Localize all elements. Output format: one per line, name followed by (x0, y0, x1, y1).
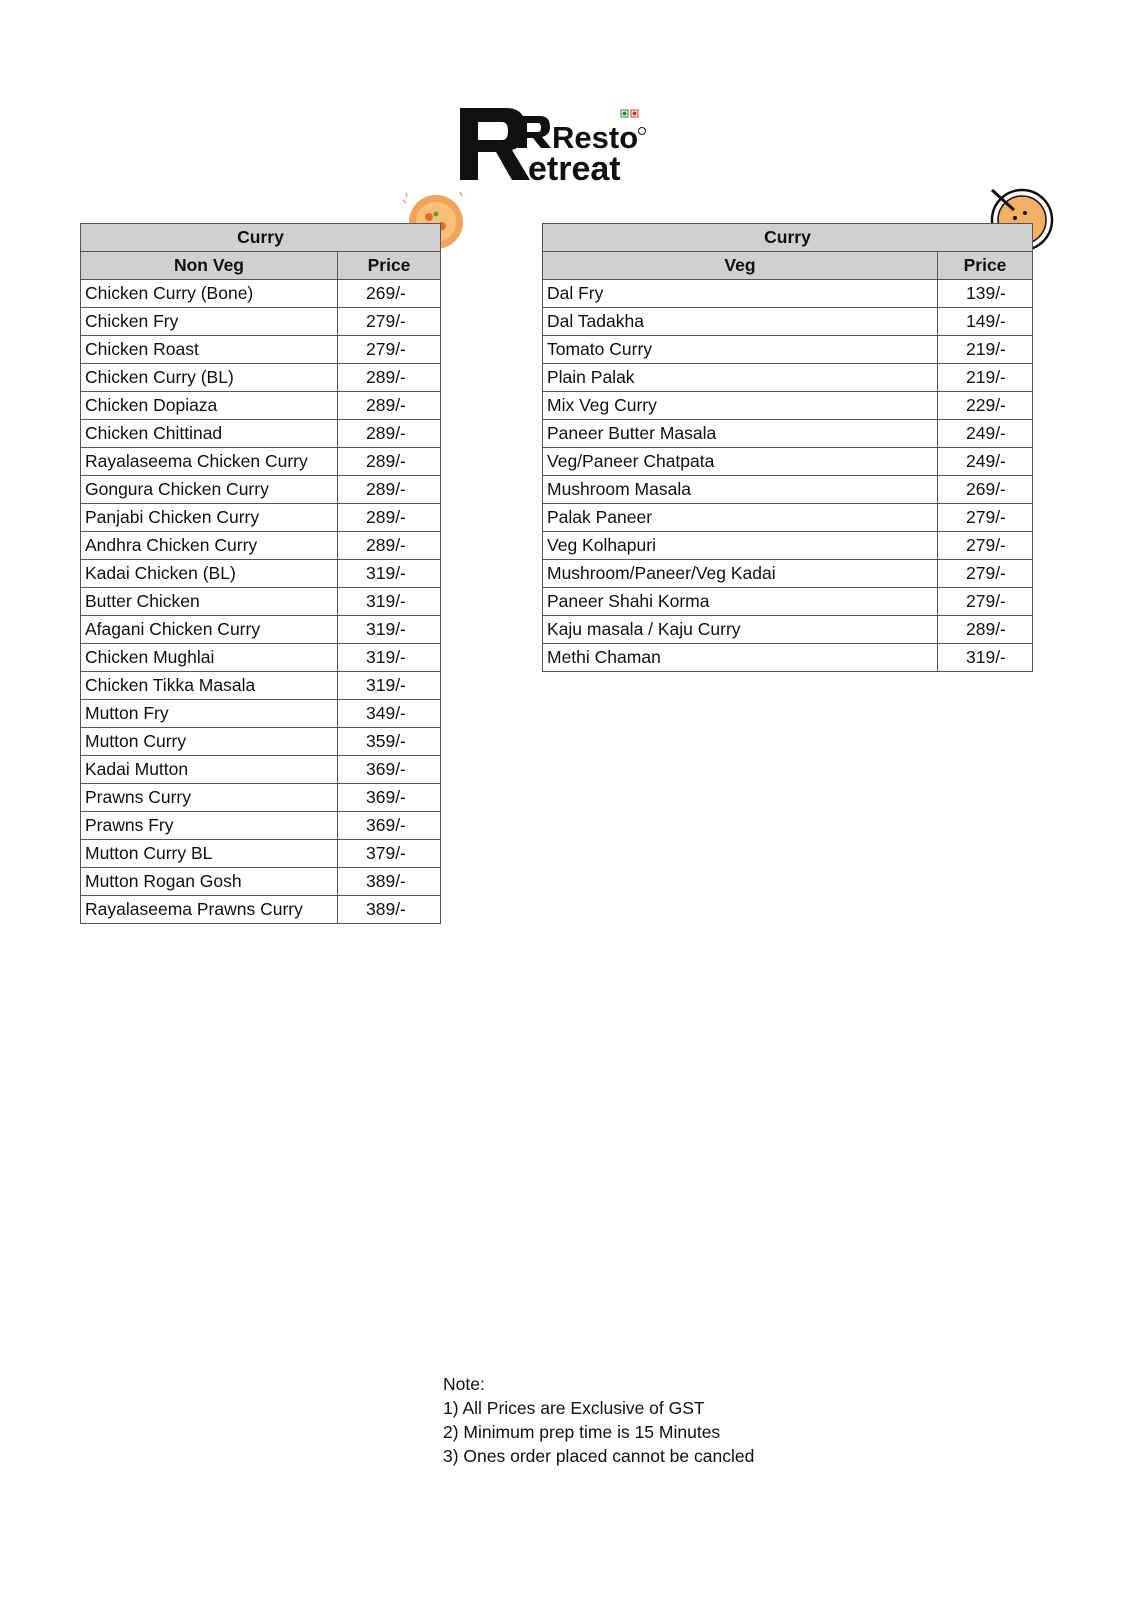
menu-row (543, 476, 1033, 504)
menu-row (81, 756, 441, 784)
menu-row (81, 812, 441, 840)
menu-row (81, 672, 441, 700)
dish-price: 379/- (338, 840, 441, 868)
menu-row (81, 616, 441, 644)
dish-name: Veg/Paneer Chatpata (543, 448, 938, 476)
note-line: 2) Minimum prep time is 15 Minutes (443, 1422, 721, 1442)
dish-name: Paneer Shahi Korma (543, 588, 938, 616)
menu-row (81, 532, 441, 560)
menu-row (543, 588, 1033, 616)
menu-row (543, 616, 1033, 644)
menu-row (81, 308, 441, 336)
notes-block (443, 1372, 754, 1468)
dish-name: Plain Palak (543, 364, 938, 392)
dish-price: 289/- (338, 448, 441, 476)
dish-name: Andhra Chicken Curry (81, 532, 338, 560)
dish-name: Prawns Fry (81, 812, 338, 840)
veg-section-title: Curry (543, 224, 1033, 252)
dish-price: 149/- (938, 308, 1033, 336)
veg-curry-table (542, 223, 1033, 672)
menu-row (543, 280, 1033, 308)
menu-row (81, 700, 441, 728)
dish-price: 289/- (338, 476, 441, 504)
menu-row (543, 448, 1033, 476)
dish-name: Gongura Chicken Curry (81, 476, 338, 504)
dish-name: Mushroom Masala (543, 476, 938, 504)
dish-price: 319/- (338, 644, 441, 672)
dish-price: 279/- (338, 336, 441, 364)
nonveg-section-title: Curry (81, 224, 441, 252)
dish-price: 289/- (338, 532, 441, 560)
dish-name: Tomato Curry (543, 336, 938, 364)
dish-price: 289/- (938, 616, 1033, 644)
menu-row (543, 336, 1033, 364)
menu-row (543, 532, 1033, 560)
dish-name: Afagani Chicken Curry (81, 616, 338, 644)
menu-row (81, 896, 441, 924)
menu-row (81, 728, 441, 756)
dish-name: Dal Tadakha (543, 308, 938, 336)
note-line: 3) Ones order placed cannot be cancled (443, 1446, 755, 1466)
dish-name: Mix Veg Curry (543, 392, 938, 420)
dish-name: Chicken Dopiaza (81, 392, 338, 420)
dish-name: Chicken Curry (BL) (81, 364, 338, 392)
dish-price: 229/- (938, 392, 1033, 420)
menu-row (543, 560, 1033, 588)
dish-name: Veg Kolhapuri (543, 532, 938, 560)
dish-price: 269/- (938, 476, 1033, 504)
dish-price: 279/- (938, 532, 1033, 560)
dish-price: 319/- (338, 560, 441, 588)
dish-name: Kaju masala / Kaju Curry (543, 616, 938, 644)
menu-row (81, 504, 441, 532)
dish-name: Kadai Chicken (BL) (81, 560, 338, 588)
menu-row (81, 644, 441, 672)
menu-row (81, 784, 441, 812)
menu-row (81, 392, 441, 420)
dish-name: Chicken Curry (Bone) (81, 280, 338, 308)
dish-price: 289/- (338, 364, 441, 392)
menu-row (81, 336, 441, 364)
dish-name: Kadai Mutton (81, 756, 338, 784)
dish-price: 289/- (338, 420, 441, 448)
dish-name: Rayalaseema Chicken Curry (81, 448, 338, 476)
dish-price: 369/- (338, 812, 441, 840)
dish-price: 369/- (338, 756, 441, 784)
dish-price: 219/- (938, 336, 1033, 364)
veg-item-header: Veg (543, 252, 938, 280)
dish-price: 289/- (338, 392, 441, 420)
menu-row (81, 364, 441, 392)
nonveg-item-header: Non Veg (81, 252, 338, 280)
dish-name: Chicken Chittinad (81, 420, 338, 448)
veg-price-header: Price (938, 252, 1033, 280)
dish-price: 249/- (938, 448, 1033, 476)
dish-price: 289/- (338, 504, 441, 532)
brand-logo (456, 104, 656, 184)
dish-name: Mushroom/Paneer/Veg Kadai (543, 560, 938, 588)
dish-price: 319/- (338, 588, 441, 616)
menu-row (81, 280, 441, 308)
dish-price: 319/- (938, 644, 1033, 672)
dish-price: 279/- (938, 504, 1033, 532)
dish-price: 279/- (338, 308, 441, 336)
menu-row (81, 560, 441, 588)
dish-name: Methi Chaman (543, 644, 938, 672)
brand-line1: Resto (552, 120, 639, 155)
dish-name: Panjabi Chicken Curry (81, 504, 338, 532)
menu-row (543, 392, 1033, 420)
menu-row (543, 364, 1033, 392)
dish-name: Mutton Curry BL (81, 840, 338, 868)
menu-row (81, 588, 441, 616)
dish-price: 279/- (938, 588, 1033, 616)
dish-name: Palak Paneer (543, 504, 938, 532)
dish-name: Rayalaseema Prawns Curry (81, 896, 338, 924)
dish-name: Mutton Curry (81, 728, 338, 756)
dish-name: Chicken Tikka Masala (81, 672, 338, 700)
menu-row (543, 504, 1033, 532)
dish-price: 389/- (338, 868, 441, 896)
dish-name: Prawns Curry (81, 784, 338, 812)
menu-row (81, 420, 441, 448)
dish-price: 219/- (938, 364, 1033, 392)
menu-row (81, 868, 441, 896)
dish-price: 279/- (938, 560, 1033, 588)
dish-price: 389/- (338, 896, 441, 924)
dish-name: Chicken Fry (81, 308, 338, 336)
dish-name: Chicken Mughlai (81, 644, 338, 672)
nonveg-curry-table (80, 223, 441, 924)
menu-row (543, 644, 1033, 672)
menu-row (81, 840, 441, 868)
nonveg-price-header: Price (338, 252, 441, 280)
dish-name: Butter Chicken (81, 588, 338, 616)
brand-line2: etreat (528, 150, 621, 184)
note-heading: Note: (443, 1374, 485, 1394)
dish-price: 319/- (338, 616, 441, 644)
dish-name: Mutton Rogan Gosh (81, 868, 338, 896)
menu-row (543, 308, 1033, 336)
dish-price: 139/- (938, 280, 1033, 308)
dish-price: 359/- (338, 728, 441, 756)
dish-name: Chicken Roast (81, 336, 338, 364)
dish-name: Paneer Butter Masala (543, 420, 938, 448)
menu-row (81, 448, 441, 476)
dish-name: Mutton Fry (81, 700, 338, 728)
dish-price: 249/- (938, 420, 1033, 448)
dish-name: Dal Fry (543, 280, 938, 308)
note-line: 1) All Prices are Exclusive of GST (443, 1398, 705, 1418)
menu-row (543, 420, 1033, 448)
dish-price: 269/- (338, 280, 441, 308)
menu-row (81, 476, 441, 504)
dish-price: 369/- (338, 784, 441, 812)
dish-price: 349/- (338, 700, 441, 728)
dish-price: 319/- (338, 672, 441, 700)
